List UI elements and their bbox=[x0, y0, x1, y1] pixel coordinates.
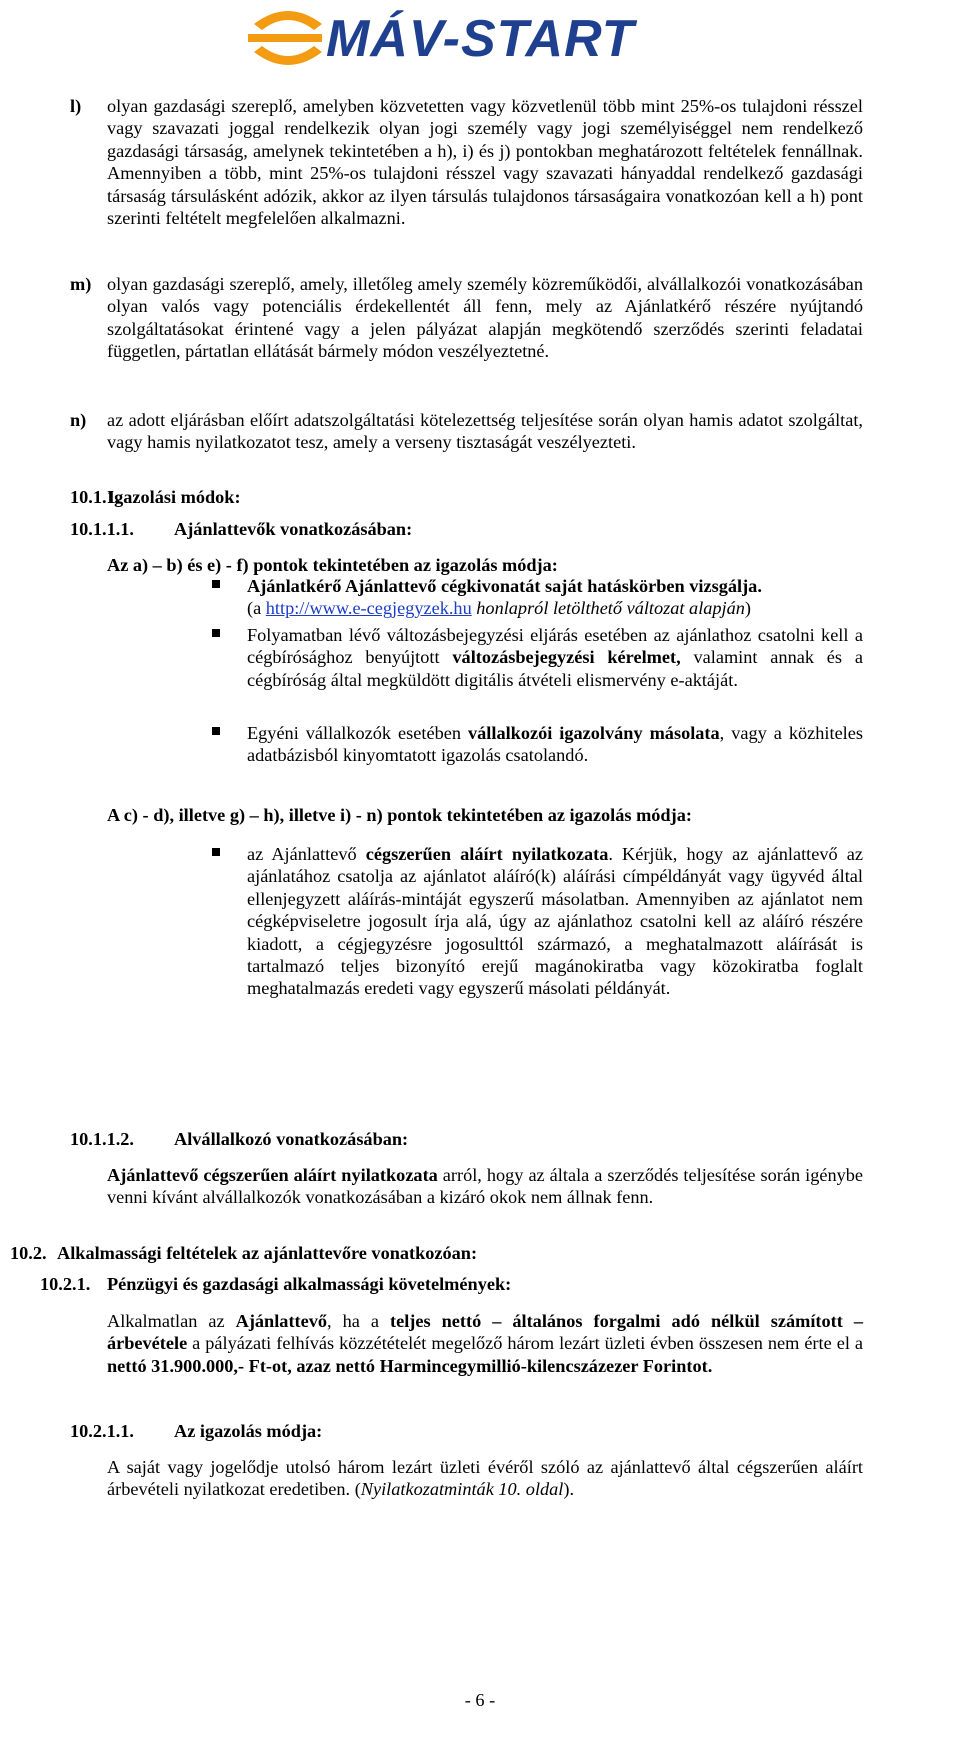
bullet-text: ) bbox=[744, 598, 752, 619]
subsection-number: 10.1.1.2. bbox=[70, 1129, 134, 1149]
bullet-italic-text: honlapról letölthető változat alapján bbox=[471, 598, 745, 619]
paragraph-bold-text: Ajánlattevő cégszerűen aláírt nyilatkozata bbox=[107, 1165, 438, 1185]
paragraph-text: Alkalmatlan az bbox=[107, 1311, 236, 1331]
item-label-m: m) bbox=[70, 274, 92, 294]
bullet-item bbox=[247, 624, 863, 691]
bullet-text: , vagy a közhiteles adatbázisból kinyomtatott igazolás csatolandó. bbox=[247, 723, 863, 766]
item-label-n: n) bbox=[70, 410, 87, 430]
paragraph-bold-text: nettó 31.900.000,- Ft-ot, azaz nettó Harmincegymillió-kilencszázezer Forintot. bbox=[107, 1355, 713, 1376]
item-text-l: olyan gazdasági szereplő, amelyben közvetetten vagy közvetlenül több mint 25%-os tulajdoni résszel vagy szavazati joggal rendelkezik olyan jogi személy vagy jogi személyiséggel nem rendelkező gazdasági társaság, amelynek tekintetében a h), i) és j) pontokban meghatározott feltételek fennállnak. Amennyiben a több, mint 25%-os tulajdoni résszel vagy szavazati hányaddal rendelkező gazdasági társaság társulásként adózik, akkor az ilyen társulás tulajdonos társaságaira vonatkozóan kell a h) pont szerinti feltételt megfelelően alkalmazni. bbox=[107, 96, 863, 229]
section-title: Alkalmassági feltételek az ajánlattevőre vonatkozóan: bbox=[57, 1243, 478, 1263]
paragraph bbox=[107, 1456, 863, 1501]
subsection-title: Ajánlattevők vonatkozásában: bbox=[174, 519, 413, 539]
logo-text: MÁV-START bbox=[326, 10, 635, 68]
subsection-number: 10.1.1.1. bbox=[70, 519, 134, 539]
bullet-text: (a bbox=[247, 598, 266, 619]
subsection-title: Az igazolás módja: bbox=[174, 1421, 323, 1441]
section-number: 10.2. bbox=[10, 1243, 47, 1263]
subsection-title: Alvállalkozó vonatkozásában: bbox=[174, 1129, 409, 1149]
bullet-bold-text: vállalkozói igazolvány másolata bbox=[468, 723, 720, 743]
bullet-square-icon bbox=[212, 629, 220, 637]
item-label-l: l) bbox=[70, 96, 82, 116]
paragraph-bold-text: teljes nettó – általános forgalmi adó nélkül számított – árbevétele bbox=[107, 1311, 863, 1354]
section-number: 10.1.1. bbox=[70, 487, 121, 507]
bullet-bold-text: cégszerűen aláírt nyilatkozata bbox=[365, 844, 609, 864]
subsection-number: 10.2.1.1. bbox=[70, 1421, 134, 1441]
proof-method-heading: A c) - d), illetve g) – h), illetve i) - n) pontok tekintetében az igazolás módja: bbox=[107, 805, 692, 825]
company-registry-link[interactable]: http://www.e-cegjegyzek.hu bbox=[265, 598, 472, 619]
bullet-text: az Ajánlattevő bbox=[247, 844, 366, 864]
paragraph bbox=[107, 1164, 863, 1209]
paragraph-text: a pályázati felhívás közzétételét megelőző három lezárt üzleti évben összesen nem érte el a bbox=[187, 1333, 863, 1354]
bullet-text: valamint annak és a cégbíróság által megküldött digitális átvételi elismervény e-aktáját. bbox=[247, 647, 863, 690]
page-number: - 6 - bbox=[464, 1690, 496, 1710]
item-text-n: az adott eljárásban előírt adatszolgáltatási kötelezettség teljesítése során olyan hamis adatot szolgáltat, vagy hamis nyilatkozatot tesz, amely a verseny tisztaságát veszélyezteti. bbox=[107, 410, 863, 453]
bullet-item bbox=[247, 722, 863, 767]
bullet-bold-text: változásbejegyzési kérelmet, bbox=[452, 647, 681, 668]
bullet-square-icon bbox=[212, 727, 220, 735]
paragraph-text: arról, hogy az általa a szerződés teljesítése során igénybe venni kívánt alvállalkozók vonatkozásában a kizáró okok nem állnak fenn. bbox=[107, 1165, 863, 1208]
paragraph-bold-text: Ajánlattevő bbox=[235, 1311, 328, 1331]
bullet-text: Folyamatban lévő változásbejegyzési eljárás esetében az ajánlathoz csatolni kell a cégbírósághoz benyújtott bbox=[247, 625, 863, 668]
bullet-text: . Kérjük, hogy az ajánlattevő az ajánlatához csatolja az ajánlatot aláíró(k) aláírási címpéldányát vagy ügyvéd által ellenjegyzett aláírás-mintáját egyszerű másolatban. Amennyiben az ajánlatot nem cégképviseletre jogosult írja alá, úgy az ajánlathoz csatolni kell az aláíró részére kiadott, a cégjegyzésre jogosulttól származó, a meghatalmazott aláírását is tartalmazó teljes bizonyító erejű magánokiratba vagy közokiratba foglalt meghatalmazás eredeti vagy egyszerű másolati példányát. bbox=[247, 844, 863, 999]
section-title: Igazolási módok: bbox=[107, 487, 241, 507]
paragraph bbox=[107, 1310, 863, 1377]
paragraph-italic-text: Nyilatkozatminták 10. oldal bbox=[360, 1479, 564, 1500]
paragraph-text: A saját vagy jogelődje utolsó három lezárt üzleti évéről szóló az ajánlattevő által cégszerűen aláírt árbevételi nyilatkozat eredetiben. ( bbox=[107, 1457, 863, 1500]
paragraph-text: , ha a bbox=[327, 1311, 390, 1331]
bullet-item bbox=[247, 575, 863, 620]
section-number: 10.2.1. bbox=[40, 1274, 91, 1294]
proof-method-heading: Az a) – b) és e) - f) pontok tekintetében az igazolás módja: bbox=[107, 555, 558, 575]
bullet-square-icon bbox=[212, 580, 220, 588]
logo-emblem-icon bbox=[248, 11, 322, 65]
bullet-square-icon bbox=[212, 848, 220, 856]
item-text-m: olyan gazdasági szereplő, amely, illetőleg amely személy közreműködői, alvállalkozói vonatkozásában olyan valós vagy potenciális érdekellentét áll fenn, mely az Ajánlatkérő részére nyújtandó szolgáltatásokat érintené vagy a jelen pályázat alapján megkötendő szerződés szerinti feladatai független, pártatlan ellátását bármely módon veszélyeztetné. bbox=[107, 274, 863, 362]
paragraph-text: ). bbox=[563, 1479, 575, 1500]
bullet-text: Egyéni vállalkozók esetében bbox=[247, 723, 468, 743]
section-title: Pénzügyi és gazdasági alkalmassági követelmények: bbox=[107, 1274, 512, 1294]
bullet-bold-text: Ajánlatkérő Ajánlattevő cégkivonatát saját hatáskörben vizsgálja. bbox=[247, 576, 762, 596]
bullet-item bbox=[247, 843, 863, 1000]
